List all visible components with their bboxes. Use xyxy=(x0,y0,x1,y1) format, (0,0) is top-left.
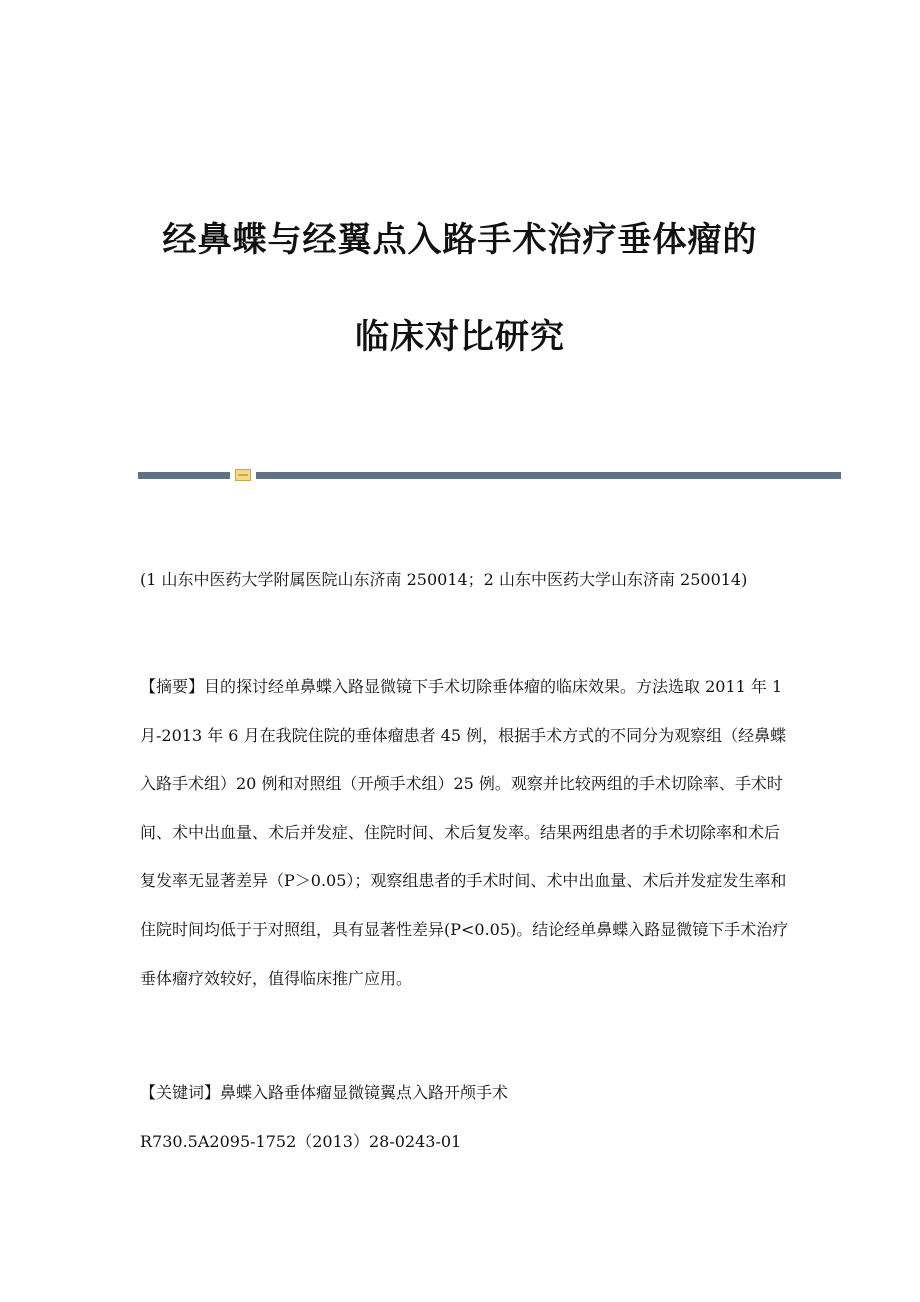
title-divider xyxy=(138,469,841,481)
keywords-text: 鼻蝶入路垂体瘤显微镜翼点入路开颅手术 xyxy=(220,1083,509,1102)
title-line-2: 临床对比研究 xyxy=(355,317,565,357)
keywords-label: 【关键词】 xyxy=(140,1083,221,1102)
divider-bar-right xyxy=(256,472,841,479)
ornament-icon xyxy=(235,469,251,481)
keywords-paragraph xyxy=(140,1069,790,1118)
title-line-1: 经鼻蝶与经翼点入路手术治疗垂体瘤的 xyxy=(162,220,758,260)
abstract-label: 【摘要】 xyxy=(140,677,205,696)
classification-code: R730.5A2095-1752（2013）28-0243-01 xyxy=(140,1132,462,1151)
author-affiliation: (1 山东中医药大学附属医院山东济南 250014；2 山东中医药大学山东济南 250014) xyxy=(140,570,748,589)
abstract-paragraph xyxy=(140,663,790,1003)
divider-bar-left xyxy=(138,472,230,479)
abstract-text: 目的探讨经单鼻蝶入路显微镜下手术切除垂体瘤的临床效果。方法选取 2011 年 1 月-2013 年 6 月在我院住院的垂体瘤患者 45 例，根据手术方式的不同分为观察组（经鼻蝶入路手术组）20 例和对照组（开颅手术组）25 例。观察并比较两组的手术切除率、手术时间、术中出血量、术后并发症、住院时间、术后复发率。结果两组患者的手术切除率和术后复发率无显著差异（P＞0.05）；观察组患者的手术时间、术中出血量、术后并发症发生率和住院时间均低于于对照组，具有显著性差异(P<0.05)。结论经单鼻蝶入路显微镜下手术治疗垂体瘤疗效较好，值得临床推广应用。 xyxy=(140,677,789,988)
